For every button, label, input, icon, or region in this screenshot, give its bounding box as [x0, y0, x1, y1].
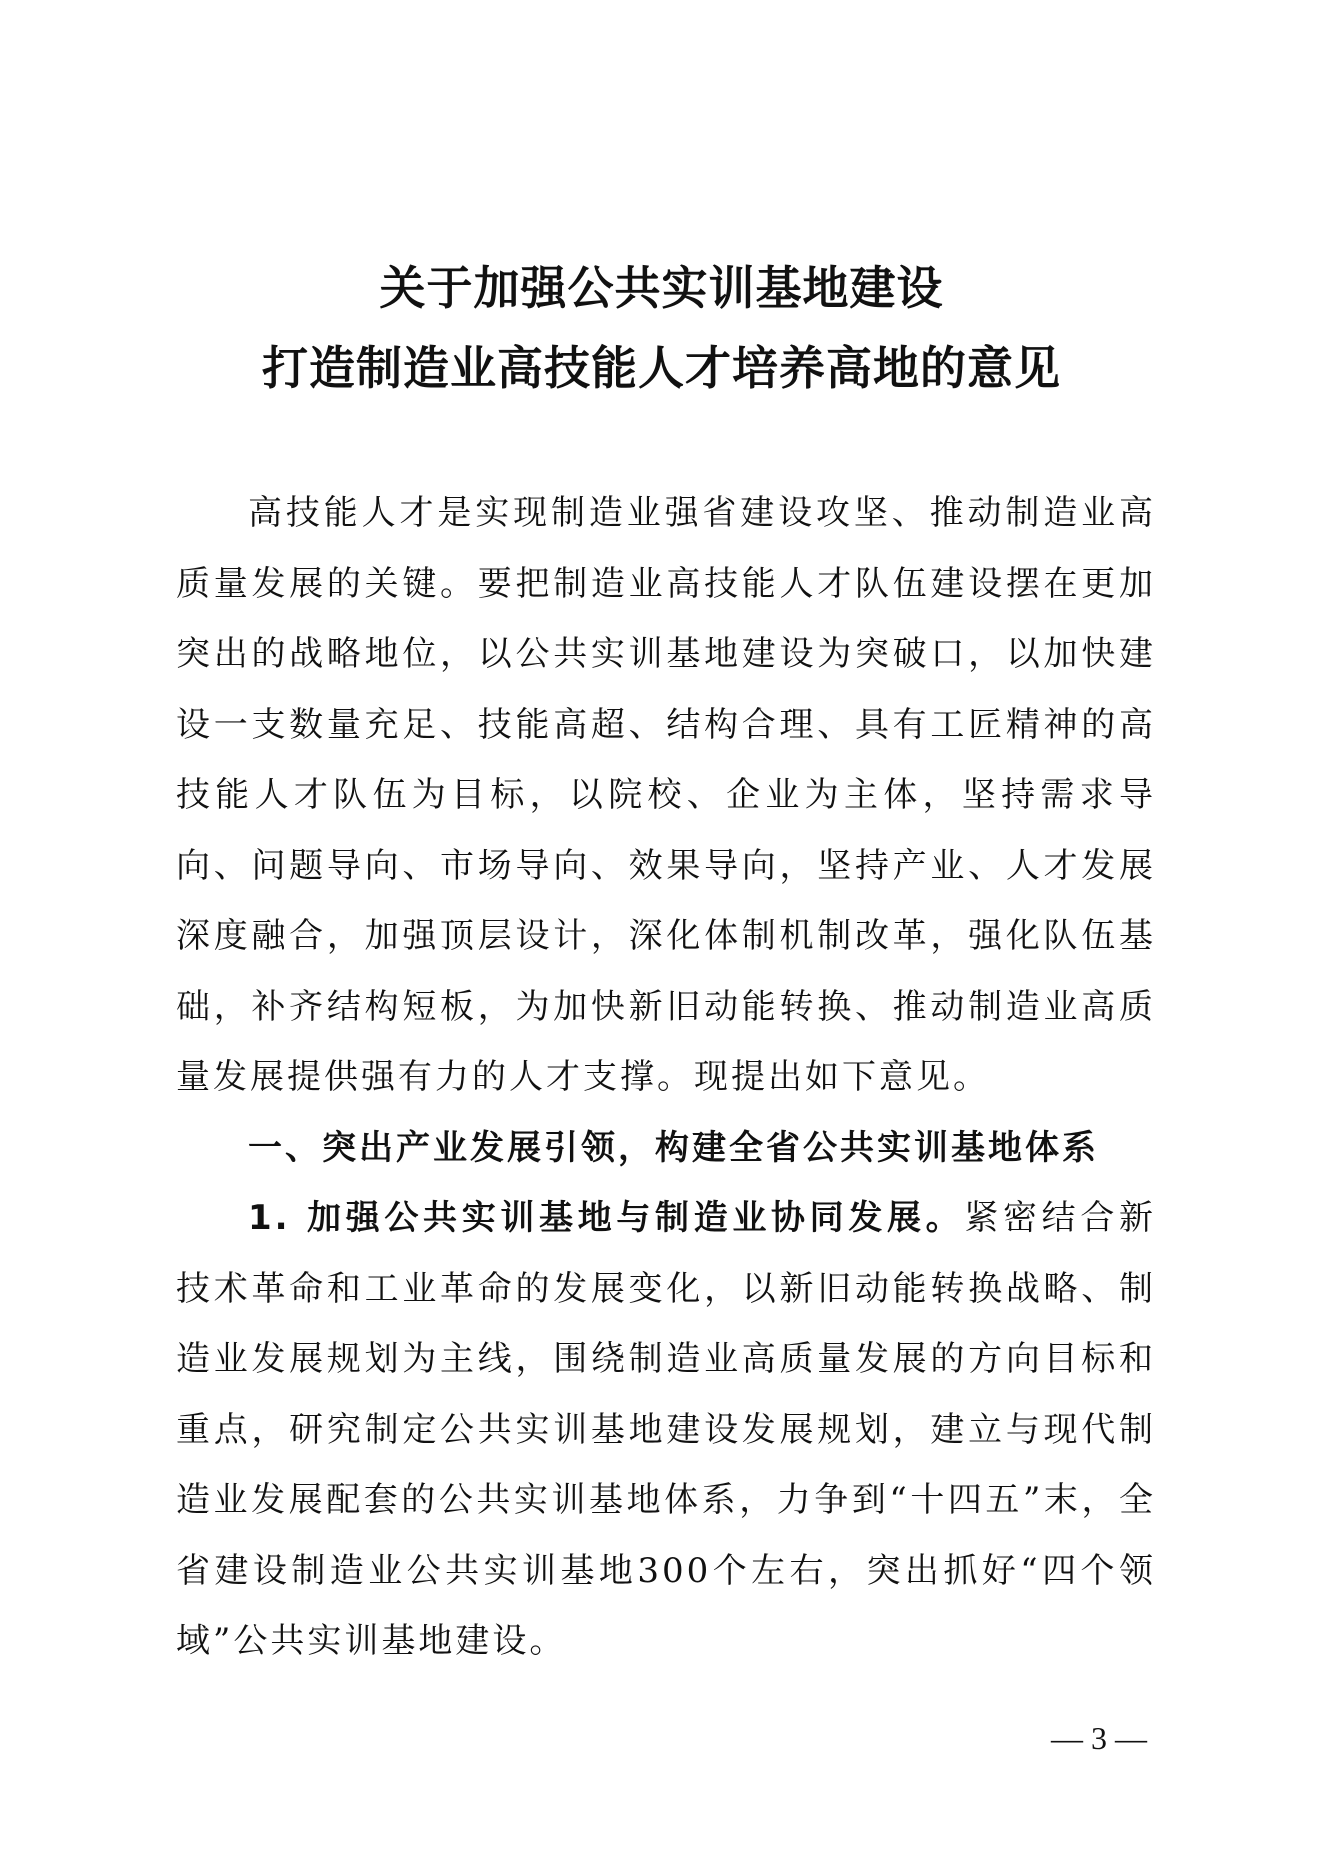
intro-paragraph: 高技能人才是实现制造业强省建设攻坚、推动制造业高质量发展的关键。要把制造业高技能人才队伍建设摆在更加突出的战略地位，以公共实训基地建设为突破口，以加快建设一支数量充足、技能高超、结构合理、具有工匠精神的高技能人才队伍为目标，以院校、企业为主体，坚持需求导向、问题导向、市场导向、效果导向，坚持产业、人才发展深度融合，加强顶层设计，深化体制机制改革，强化队伍基础，补齐结构短板，为加快新旧动能转换、推动制造业高质量发展提供强有力的人才支撑。现提出如下意见。 — [176, 493, 1156, 1097]
section-heading-1: 一、突出产业发展引领，构建全省公共实训基地体系 — [248, 1127, 1099, 1168]
item-paragraph-1 — [176, 1183, 1156, 1677]
document-body — [176, 478, 1156, 1677]
title-line-1: 关于加强公共实训基地建设 — [379, 261, 944, 315]
title-line-2: 打造制造业高技能人才培养高地的意见 — [262, 341, 1061, 395]
item-lead-1: 1. 加强公共实训基地与制造业协同发展。 — [248, 1198, 965, 1238]
item-text-1: 紧密结合新技术革命和工业革命的发展变化，以新旧动能转换战略、制造业发展规划为主线，围绕制造业高质量发展的方向目标和重点，研究制定公共实训基地建设发展规划，建立与现代制造业发展配套的公共实训基地体系，力争到“十四五”末，全省建设制造业公共实训基地300个左右，突出抓好“四个领域”公共实训基地建设。 — [176, 1198, 1156, 1661]
page-number: — 3 — — [1051, 1720, 1147, 1756]
